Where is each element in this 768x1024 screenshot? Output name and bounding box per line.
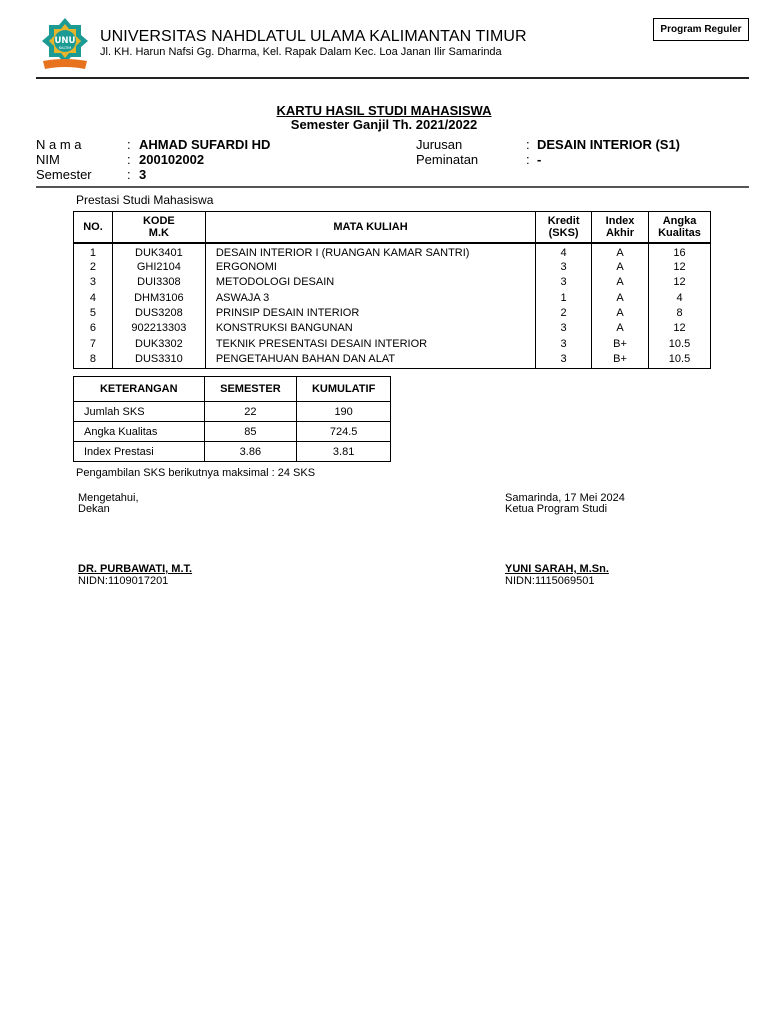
colon: : (127, 152, 131, 167)
table-row (74, 243, 711, 260)
summary-label: Angka Kualitas (74, 422, 205, 442)
cell-index: A (592, 243, 649, 260)
right-sign-line1: Samarinda, 17 Mei 2024 (505, 492, 625, 504)
document-title: KARTU HASIL STUDI MAHASISWA (276, 103, 492, 118)
cell-mata-kuliah: DESAIN INTERIOR I (RUANGAN KAMAR SANTRI) (205, 243, 535, 260)
cell-mata-kuliah: ERGONOMI (205, 260, 535, 275)
cell-no: 4 (74, 290, 113, 305)
header-kumulatif: KUMULATIF (297, 377, 391, 402)
cell-index: A (592, 260, 649, 275)
kaprodi-nidn: NIDN:1115069501 (505, 575, 595, 587)
cell-mata-kuliah: ASWAJA 3 (205, 290, 535, 305)
cell-sks: 2 (536, 305, 592, 320)
summary-row (74, 442, 391, 462)
header-mata-kuliah: MATA KULIAH (205, 212, 535, 243)
student-semester: 3 (139, 167, 147, 182)
colon: : (526, 152, 530, 167)
cell-kode: DUK3302 (112, 336, 205, 351)
cell-angka: 8 (649, 305, 711, 320)
cell-mata-kuliah: TEKNIK PRESENTASI DESAIN INTERIOR (205, 336, 535, 351)
nim-label: NIM (36, 152, 60, 167)
cell-angka: 12 (649, 275, 711, 290)
cell-index: B+ (592, 351, 649, 368)
header-semester: SEMESTER (204, 377, 297, 402)
peminatan-label: Peminatan (416, 152, 479, 167)
student-nim: 200102002 (139, 152, 205, 167)
cell-no: 7 (74, 336, 113, 351)
cell-sks: 3 (536, 351, 592, 368)
cell-kode: DUI3308 (112, 275, 205, 290)
courses-table (73, 211, 711, 369)
cell-index: A (592, 305, 649, 320)
summary-table (73, 376, 391, 462)
logo-subtext: KALTIM (58, 46, 72, 50)
program-badge: Program Reguler (653, 18, 749, 41)
semester-label: Semester (36, 167, 92, 182)
summary-label: Index Prestasi (74, 442, 205, 462)
left-sign-line2: Dekan (78, 503, 110, 515)
university-name: UNIVERSITAS NAHDLATUL ULAMA KALIMANTAN TIMUR (100, 28, 527, 45)
cell-angka: 10.5 (649, 336, 711, 351)
dean-nidn: NIDN:1109017201 (78, 575, 169, 587)
summary-header-row (74, 377, 391, 402)
header-no: NO. (74, 212, 113, 243)
cell-angka: 12 (649, 260, 711, 275)
kaprodi-name: YUNI SARAH, M.Sn. (505, 563, 609, 575)
header-kredit: Kredit (SKS) (536, 212, 592, 243)
summary-row (74, 402, 391, 422)
summary-semester: 85 (204, 422, 297, 442)
cell-mata-kuliah: KONSTRUKSI BANGUNAN (205, 321, 535, 336)
table-row (74, 275, 711, 290)
dean-name: DR. PURBAWATI, M.T. (78, 563, 193, 575)
cell-index: A (592, 275, 649, 290)
sks-note: Pengambilan SKS berikutnya maksimal : 24 SKS (76, 467, 316, 479)
cell-index: B+ (592, 336, 649, 351)
header-divider (36, 77, 749, 79)
colon: : (526, 137, 530, 152)
cell-no: 5 (74, 305, 113, 320)
cell-sks: 4 (536, 243, 592, 260)
cell-angka: 16 (649, 243, 711, 260)
cell-sks: 1 (536, 290, 592, 305)
table-row (74, 260, 711, 275)
table-row (74, 351, 711, 368)
cell-mata-kuliah: PENGETAHUAN BAHAN DAN ALAT (205, 351, 535, 368)
student-peminatan: - (537, 152, 542, 167)
header-keterangan: KETERANGAN (74, 377, 205, 402)
jurusan-label: Jurusan (416, 137, 463, 152)
student-name: AHMAD SUFARDI HD (139, 137, 271, 152)
cell-no: 8 (74, 351, 113, 368)
cell-angka: 12 (649, 321, 711, 336)
section-label: Prestasi Studi Mahasiswa (76, 193, 214, 207)
name-label: N a m a (36, 137, 82, 152)
table-row (74, 290, 711, 305)
info-divider (36, 186, 749, 188)
cell-sks: 3 (536, 260, 592, 275)
logo-text: UNU (54, 36, 76, 46)
table-row (74, 305, 711, 320)
university-logo (40, 17, 90, 73)
summary-label: Jumlah SKS (74, 402, 205, 422)
header-index: Index Akhir (592, 212, 649, 243)
cell-mata-kuliah: PRINSIP DESAIN INTERIOR (205, 305, 535, 320)
header-kode: KODE M.K (112, 212, 205, 243)
summary-kumulatif: 724.5 (297, 422, 391, 442)
cell-sks: 3 (536, 336, 592, 351)
semester-title: Semester Ganjil Th. 2021/2022 (290, 117, 478, 132)
cell-index: A (592, 290, 649, 305)
cell-no: 3 (74, 275, 113, 290)
summary-semester: 3.86 (204, 442, 297, 462)
cell-sks: 3 (536, 321, 592, 336)
cell-no: 1 (74, 243, 113, 260)
cell-index: A (592, 321, 649, 336)
cell-no: 2 (74, 260, 113, 275)
cell-kode: GHI2104 (112, 260, 205, 275)
cell-kode: DUS3208 (112, 305, 205, 320)
right-sign-line2: Ketua Program Studi (505, 503, 608, 515)
courses-header-row (74, 212, 711, 243)
cell-kode: DHM3106 (112, 290, 205, 305)
student-jurusan: DESAIN INTERIOR (S1) (537, 137, 681, 152)
cell-angka: 4 (649, 290, 711, 305)
cell-angka: 10.5 (649, 351, 711, 368)
summary-semester: 22 (204, 402, 297, 422)
colon: : (127, 167, 131, 182)
university-address: Jl. KH. Harun Nafsi Gg. Dharma, Kel. Rapak Dalam Kec. Loa Janan Ilir Samarinda (100, 46, 502, 58)
table-row (74, 336, 711, 351)
cell-no: 6 (74, 321, 113, 336)
cell-kode: 902213303 (112, 321, 205, 336)
summary-row (74, 422, 391, 442)
table-row (74, 321, 711, 336)
summary-kumulatif: 190 (297, 402, 391, 422)
left-sign-line1: Mengetahui, (78, 492, 139, 504)
cell-mata-kuliah: METODOLOGI DESAIN (205, 275, 535, 290)
cell-kode: DUK3401 (112, 243, 205, 260)
colon: : (127, 137, 131, 152)
cell-sks: 3 (536, 275, 592, 290)
cell-kode: DUS3310 (112, 351, 205, 368)
summary-kumulatif: 3.81 (297, 442, 391, 462)
header-angka: Angka Kualitas (649, 212, 711, 243)
